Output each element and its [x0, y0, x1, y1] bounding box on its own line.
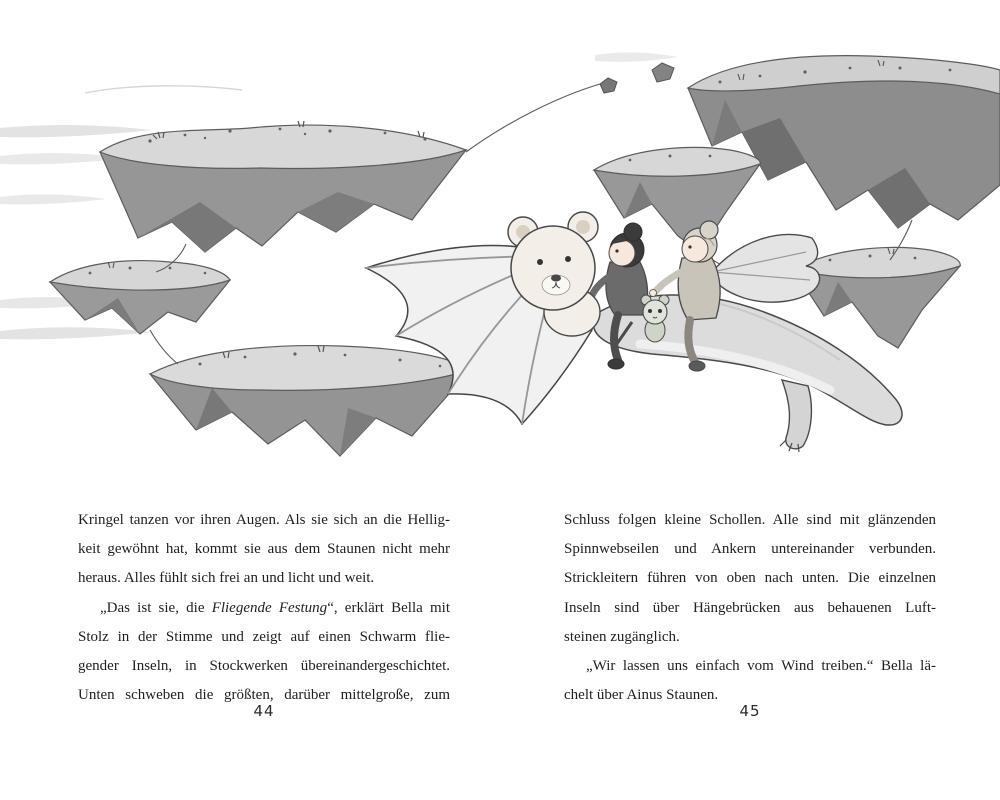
text-line: Kringel tanzen vor ihren Augen. Als sie sich an die Hellig- — [78, 512, 450, 528]
island-right — [794, 247, 960, 348]
text-line: Inseln sind über Hängebrücken aus behauenen Luft- — [564, 599, 936, 616]
page-number-left: 44 — [253, 702, 275, 720]
text-line: gender Inseln, in Stockwerken übereinandergeschichtet. — [78, 658, 450, 675]
text-line: steinen zugänglich. — [564, 628, 680, 645]
text-line: Schluss folgen kleine Schollen. Alle sind mit glänzenden — [564, 512, 936, 528]
text-line: Stolz in der Stimme und zeigt auf einen Schwarm flie- — [78, 628, 450, 645]
right-page-text — [564, 506, 936, 710]
dragon-body — [593, 295, 902, 452]
island-bottom-center — [150, 346, 470, 456]
dragon-far-wing — [712, 235, 820, 303]
text-line: Spinnwebseilen und Ankern untereinander verbunden. — [564, 541, 936, 558]
quote-text: “, erklärt Bella mit — [327, 599, 450, 616]
island-top-right — [688, 56, 1000, 228]
text-line — [78, 594, 450, 623]
text-line: chelt über Ainus Staunen. — [564, 687, 719, 704]
text-line: Unten schweben die größten, darüber mittelgroße, zum — [78, 687, 450, 704]
text-line: heraus. Alles fühlt sich frei an und licht und weit. — [78, 570, 375, 587]
page-number-right: 45 — [739, 702, 761, 720]
text-line: Strickleitern führen von oben nach unten. Die einzelnen — [564, 570, 936, 587]
small-floating-rocks — [600, 63, 674, 93]
book-title-italic: Fliegende Festung — [211, 599, 328, 616]
left-page-text — [78, 506, 450, 710]
text-line: „Wir lassen uns einfach vom Wind treiben.“ Bella lä- — [586, 658, 936, 675]
island-left-small — [50, 261, 230, 334]
island-top-left — [100, 121, 466, 252]
text-line: keit gewöhnt hat, kommt sie aus dem Staunen nicht mehr — [78, 541, 450, 558]
quote-text: „Das ist sie, die — [100, 599, 212, 616]
